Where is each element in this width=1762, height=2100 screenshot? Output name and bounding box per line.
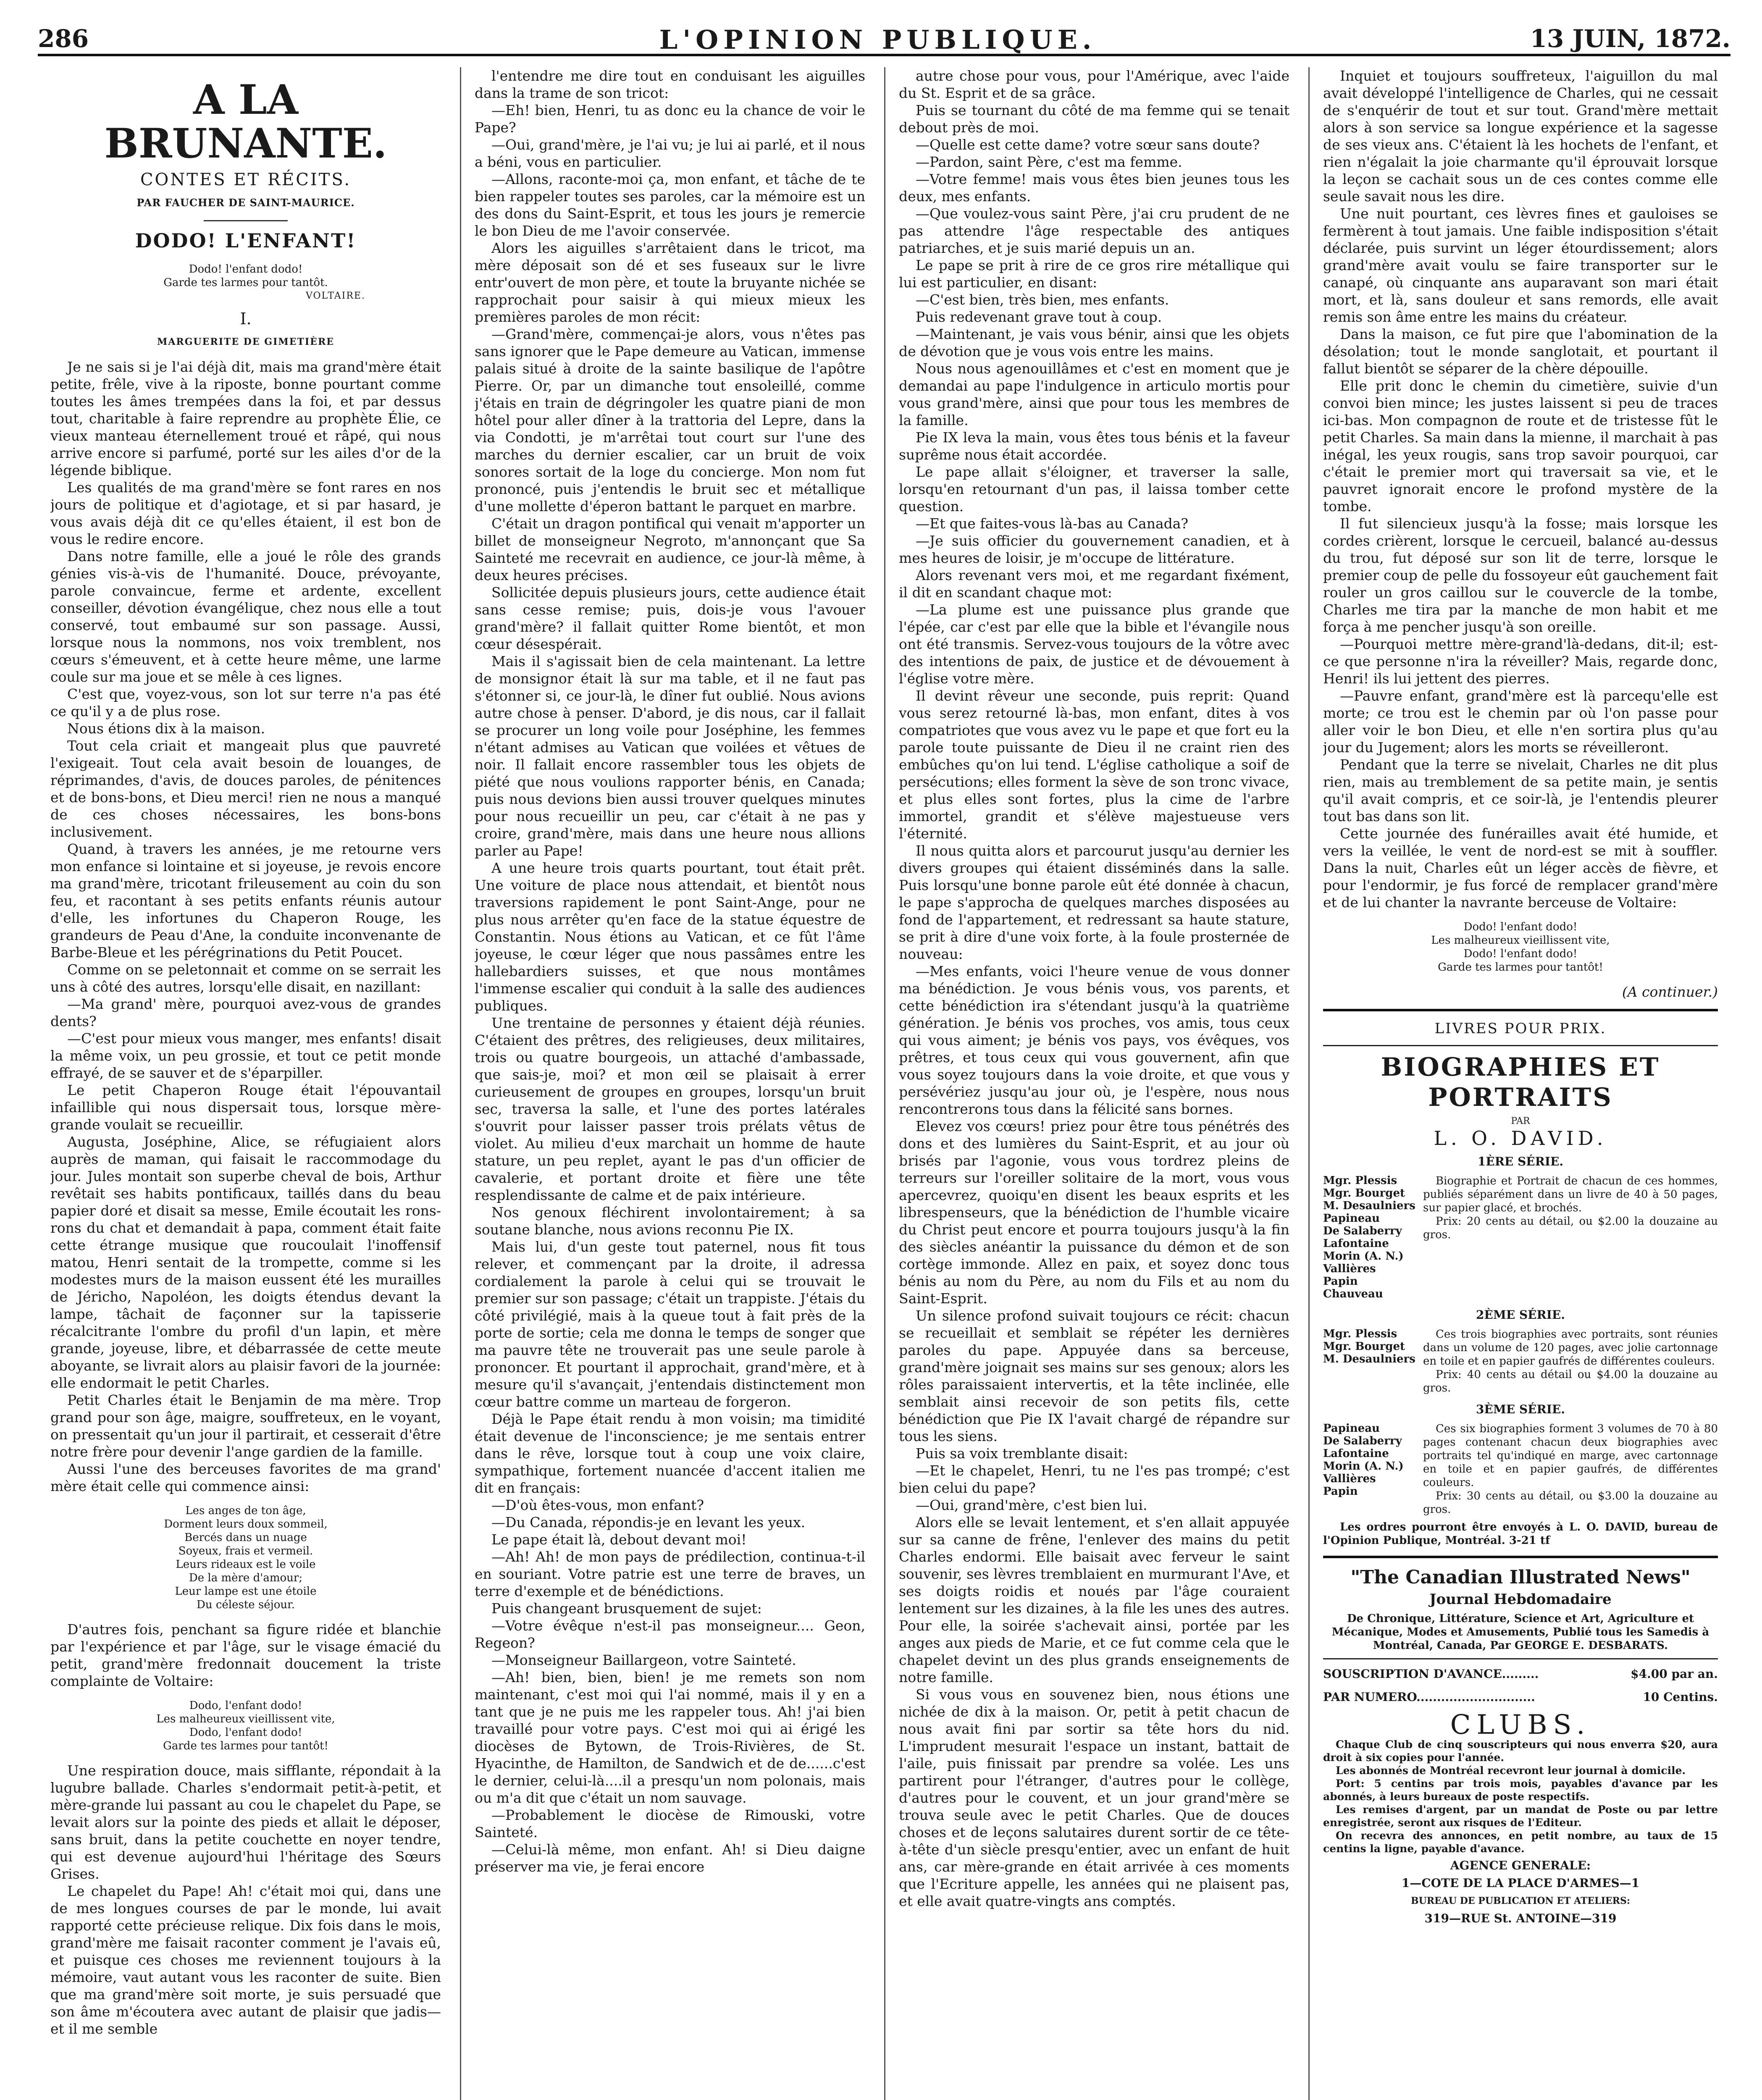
text-line: Soyeux, frais et vermeil. [178, 1545, 313, 1557]
series-2 [1323, 1328, 1718, 1395]
paragraph: A une heure trois quarts pourtant, tout était prêt. Une voiture de place nous attendait, et bientôt nous traversions rapidement le pont Saint-Ange, pour ne plus nous arrêter qu'en face de la statue équestre de Constantin. Nous étions au Vatican, et ce fût l'âme joyeuse, le cœur léger que nous passâmes entre les hallebardiers suisses, et que nous montâmes l'immense escalier qui conduit à la salle des audiences publiques. [475, 860, 865, 1014]
paragraph: Sollicitée depuis plusieurs jours, cette audience était sans cesse remise; puis, dois-je vous l'avouer grand'mère? il fallait quitter Rome bientôt, et mon cœur désespérait. [475, 584, 865, 652]
paragraph: Elle prit donc le chemin du cimetière, suivie d'un convoi bien mince; les justes laissent si peu de traces ici-bas. Mon compagnon de route et de tristesse fût le petit Charles. Sa main dans la mienne, il marchait à pas inégal, les yeux rougis, sans trop savoir pourquoi, car c'était le premier mort qui traversait sa vie, et le pauvret ignorait encore le profond mystère de la tombe. [1323, 378, 1718, 514]
body-text [1323, 67, 1718, 911]
issue-price-label: PAR NUMERO............................. [1323, 1690, 1535, 1704]
text-line: Mgr. Plessis [1323, 1328, 1397, 1340]
paragraph: D'autres fois, penchant sa figure ridée et blanchie par l'expérience et par l'âge, sur le visage émacié du petit, grand'mère fredonnait doucement la triste complainte de Voltaire: [50, 1621, 441, 1689]
paragraph: l'entendre me dire tout en conduisant les aiguilles dans la trame de son tricot: [475, 68, 865, 101]
biographies-author: L. O. DAVID. [1434, 1127, 1607, 1150]
text-line: Dodo! l'enfant dodo! [1463, 948, 1578, 960]
paragraph: C'était un dragon pontifical qui venait m'apporter un billet de monseigneur Negroto, m'annonçant que Sa Sainteté me recevrait en audience, ce jour-là même, à deux heures précises. [475, 515, 865, 583]
paragraph: Le pape allait s'éloigner, et traverser la salle, lorsqu'en retournant d'un pas, il laissa tomber cette question. [899, 464, 1289, 514]
series-desc [1423, 1174, 1718, 1300]
paragraph: —Ma grand' mère, pourquoi avez-vous de grandes dents? [50, 996, 441, 1029]
paragraph: Le chapelet du Pape! Ah! c'était moi qui, dans une de mes longues courses de par le monde, lui avait rapporté cette précieuse relique. Dix fois dans le mois, grand'mère me faisait raconter comment je l'avais eû, et puisque ces choses me reviennent toujours à la mémoire, vaut autant vous les raconter de suite. Bien que ma grand'mère soit morte, je suis persuadé que son âme m'écoutera avec autant de plaisir que jadis—et il me semble [50, 1883, 441, 2037]
text-line: Les malheureux vieillissent vite, [1431, 934, 1610, 947]
clubs-text [1323, 1738, 1718, 1855]
agency-address: 1—COTE DE LA PLACE D'ARMES—1 [1401, 1876, 1640, 1890]
text-line: Dodo, l'enfant dodo! [189, 1699, 302, 1712]
body-text [50, 358, 441, 1495]
series-price: Prix: 40 cents au détail ou $4.00 la douzaine au gros. [1423, 1368, 1718, 1394]
paragraph: —Votre évêque n'est-il pas monseigneur.... Geon, Regeon? [475, 1617, 865, 1651]
paragraph: —Oui, grand'mère, je l'ai vu; je lui ai parlé, et il nous a béni, vous en particulier. [475, 136, 865, 170]
paragraph: Puis redevenant grave tout à coup. [916, 309, 1162, 325]
paragraph: Un silence profond suivait toujours ce récit: chacun se recueillait et semblait se répéter les dernières paroles du pape. Appuyée dans sa berceuse, grand'mère joignait ses mains sur ses genoux; alors les rôles paraissaient intervertis, et la tête inclinée, elle semblait ainsi recevoir de son petits fils, cette bénédiction que Pie IX l'avait chargé de répandre sur tous les siens. [899, 1307, 1289, 1444]
paragraph: Je ne sais si je l'ai déjà dit, mais ma grand'mère était petite, frêle, vive à la riposte, bonne pourtant comme toutes les âmes trempées dans la foi, et par dessus tout, charitable à faire reprendre au prophète Élie, ce vieux manteau éternellement troué et râpé, qui nous arrive encore si parfumé, porté sur les ailes d'or de la légende biblique. [50, 359, 441, 478]
paragraph: Les abonnés de Montréal recevront leur journal à domicile. [1336, 1764, 1686, 1777]
paragraph: —Monseigneur Baillargeon, votre Sainteté. [491, 1652, 796, 1668]
section-rule [1323, 1556, 1718, 1558]
series-names [1323, 1328, 1415, 1395]
text-line: Papin [1323, 1485, 1358, 1498]
paragraph: —Ah! Ah! de mon pays de prédilection, continua-t-il en souriant. Votre patrie est une terre de braves, un terre d'exemple et de bénédictions. [475, 1549, 865, 1599]
text-line: Mgr. Plessis [1323, 1174, 1397, 1187]
series-description: Ces six biographies forment 3 volumes de 70 à 80 pages contenant chacun deux biographies avec portraits tel qu'indiqué en marge, avec cartonnage en toile et en papier gaufrés, de différentes couleurs. [1423, 1423, 1718, 1489]
paragraph: Dans notre famille, elle a joué le rôle des grands génies vis-à-vis de l'humanité. Douce, prévoyante, parole convaincue, ferme et ardente, excellent conseiller, dévotion évangélique, chez nous elle a tout conservé, tout embaumé sur son passage. Aussi, lorsque nous la nommons, nos voix tremblent, nos cœurs s'émeuvent, et à cette heure même, une larme coule sur ma joue et se mêle à ces lignes. [50, 548, 441, 685]
column-rule [460, 67, 461, 2100]
paragraph: —La plume est une puissance plus grande que l'épée, car c'est par elle que la bible et l'évangile nous ont été transmis. Servez-vous toujours de la vôtre avec des intentions de paix, de justice et de dévouement à l'église votre mère. [899, 601, 1289, 687]
cil-title: "The Canadian Illustrated News" [1350, 1567, 1691, 1588]
paragraph: —Maintenant, je vais vous bénir, ainsi que les objets de dévotion que je vous vois entre les mains. [899, 326, 1289, 360]
text-line: Lafontaine [1323, 1447, 1389, 1460]
divider [204, 220, 288, 221]
body-text [50, 1762, 441, 2037]
paragraph: Il fut silencieux jusqu'à la fosse; mais lorsque les cordes crièrent, lorsque le cercueil, balancé au-dessus du trou, fut déposé sur son lit de terre, lorsque le premier coup de pelle du fossoyeur eût gauchement fait rouler un gros caillou sur le couvercle de la tombe, Charles me tira par la manche de mon habit et me força à me pencher jusqu'à son oreille. [1323, 515, 1718, 635]
text-line: Les malheureux vieillissent vite, [156, 1713, 335, 1725]
text-line: Garde tes larmes pour tantôt! [163, 1740, 328, 1752]
epigraph-line: Dodo! l'enfant dodo! [189, 263, 303, 276]
paragraph: Nous nous agenouillâmes et c'est en moment que je demandai au pape l'indulgence in articulo mortis pour vous grand'mère, ainsi que pour tous les membres de la famille. [899, 360, 1289, 428]
text-line: Bercés dans un nuage [184, 1531, 307, 1544]
paragraph: —D'où êtes-vous, mon enfant? [491, 1497, 704, 1513]
paragraph: Alors elle se levait lentement, et s'en allait appuyée sur sa canne de frêne, l'enlever des mains du petit Charles endormi. Elle baisait avec ferveur le saint souvenir, ses lèvres tremblaient en murmurant l'Ave, et ses doigts roidis et noués par l'âge couraient lentement sur les dizaines, à la file les unes des autres. Pour elle, la soirée s'achevait ainsi, portée par les anges aux pieds de Marie, et ce fut comme cela que le chapelet devint un des plus grands enseignements de notre famille. [899, 1514, 1289, 1685]
paragraph: —Je suis officier du gouvernement canadien, et à mes heures de loisir, je m'occupe de littérature. [899, 533, 1289, 566]
paragraph: Puis changeant brusquement de sujet: [491, 1600, 762, 1617]
issue-price-row [1323, 1688, 1718, 1706]
text-line: Leurs rideaux est le voile [176, 1558, 316, 1571]
paragraph: Quand, à travers les années, je me retourne vers mon enfance si lointaine et si joyeuse, je revois encore ma grand'mère, tricotant frileusement au coin du son feu, et racontant à ses petits enfants réunis autour d'elle, les infortunes du Chaperon Rouge, les grandeurs de Peau d'Ane, la conduite inconvenante de Barbe-Bleue et les pérégrinations du Petit Poucet. [50, 841, 441, 961]
paragraph: autre chose pour vous, pour l'Amérique, avec l'aide du St. Esprit et de sa grâce. [899, 68, 1289, 101]
clubs-title: CLUBS. [1450, 1709, 1591, 1740]
continued-note: (A continuer.) [1622, 984, 1718, 1000]
verse-block [1323, 920, 1718, 974]
column-1 [50, 67, 441, 2100]
paragraph: Pie IX leva la main, vous êtes tous bénis et la faveur suprême nous était accordée. [899, 429, 1289, 463]
paragraph: Petit Charles était le Benjamin de ma mère. Trop grand pour son âge, maigre, souffreteux, en le voyant, on pressentait qu'un jour il partirait, et cesserait d'être notre frère pour devenir l'ange gardien de la famille. [50, 1392, 441, 1460]
paragraph: On recevra des annonces, en petit nombre, au taux de 15 centins la ligne, payable d'avance. [1323, 1830, 1718, 1855]
paragraph: Le pape était là, debout devant moi! [491, 1531, 747, 1548]
paragraph: —C'est pour mieux vous manger, mes enfants! disait la même voix, un peu grossie, et tout ce petit monde effrayé, de se sauver et de s'éparpiller. [50, 1030, 441, 1081]
main-subtitle: CONTES ET RÉCITS. [140, 170, 352, 189]
paragraph: —Oui, grand'mère, c'est bien lui. [916, 1497, 1148, 1513]
agency-heading: AGENCE GENERALE: [1450, 1858, 1591, 1872]
paragraph: Puis sa voix tremblante disait: [916, 1445, 1128, 1462]
text-line: Morin (A. N.) [1323, 1460, 1404, 1473]
series-3 [1323, 1422, 1718, 1516]
text-line: De Salaberry [1323, 1225, 1402, 1237]
paragraph: Nos genoux fléchirent involontairement; à sa soutane blanche, nous avions reconnu Pie IX. [475, 1204, 865, 1238]
text-line: Dorment leurs doux sommeil, [164, 1518, 328, 1530]
text-line: Dodo! l'enfant dodo! [1463, 921, 1578, 933]
text-line: M. Desaulniers [1323, 1353, 1415, 1365]
series-desc [1423, 1328, 1718, 1395]
paragraph: —Celui-là même, mon enfant. Ah! si Dieu daigne préserver ma vie, je ferai encore [475, 1841, 865, 1875]
text-line: Mgr. Bourget [1323, 1187, 1405, 1200]
text-line: Vallières [1323, 1473, 1376, 1485]
paragraph: Dans la maison, ce fut pire que l'abomination de la désolation; tout le monde sanglotait, et pourtant il fallut bientôt se séparer de la chère dépouille. [1323, 326, 1718, 377]
series-names [1323, 1422, 1415, 1516]
paragraph: Il nous quitta alors et parcourut jusqu'au dernier les divers groupes qui étaient disséminés dans la salle. Puis lorsqu'une bonne parole eût été donnée à chacun, le pape s'approcha de quelques marches disposées au fond de l'appartement, et redressant sa haute stature, se prit à dire d'une voix forte, à la foule prosternée de nouveau: [899, 843, 1289, 962]
paragraph: —Pauvre enfant, grand'mère est là parcequ'elle est morte; ce trou est le chemin par où l'on passe pour aller voir le bon Dieu, et elle n'en sortira plus qu'au jour du Jugement; alors les morts se réveilleront. [1323, 688, 1718, 756]
chapter-number: I. [240, 310, 252, 328]
author-line: PAR FAUCHER DE SAINT-MAURICE. [137, 197, 355, 209]
paragraph: —Allons, raconte-moi ça, mon enfant, et tâche de te bien rappeler toutes ses paroles, car la mémoire est un des dons du Saint-Esprit, et tous les jours je remercie le bon Dieu de me l'avoir conservée. [475, 171, 865, 239]
text-line: Du céleste séjour. [197, 1599, 295, 1611]
text-line: De Salaberry [1323, 1435, 1402, 1447]
text-line: Leur lampe est une étoile [175, 1585, 317, 1598]
paragraph: Déjà le Pape était rendu à mon voisin; ma timidité était devenue de l'inconscience; je me sentais entrer dans le rêve, lorsque tout à coup une voix claire, sympathique, fortement nuancée d'accent italien me dit en français: [475, 1411, 865, 1496]
text-line: Les anges de ton âge, [185, 1504, 306, 1517]
paragraph: Port: 5 centins par trois mois, payables d'avance par les abonnés, à leurs bureaux de poste respectifs. [1323, 1777, 1718, 1803]
column-4 [1323, 67, 1718, 2100]
paragraph: C'est que, voyez-vous, son lot sur terre n'a pas été ce qu'il y a de plus rose. [50, 686, 441, 719]
subscription-label: SOUSCRIPTION D'AVANCE......... [1323, 1667, 1539, 1681]
epigraph [50, 262, 441, 303]
series-price: Prix: 30 cents au détail, ou $3.00 la douzaine au gros. [1423, 1490, 1718, 1516]
series-names [1323, 1174, 1415, 1300]
paragraph: Le petit Chaperon Rouge était l'épouvantail infaillible qui nous dispersait tous, lorsque mère-grande voulait se recueillir. [50, 1082, 441, 1133]
cil-description: De Chronique, Littérature, Science et Art, Agriculture et Mécanique, Modes et Amusements, Publié tous les Samedis à Montréal, Canada, Par GEORGE E. DESBARATS. [1331, 1612, 1709, 1652]
paragraph: Les qualités de ma grand'mère se font rares en nos jours de politique et d'agiotage, et si par hasard, je vous avais déjà dit ce qu'elles étaient, il est bon de vous le redire encore. [50, 479, 441, 547]
column-rule [1308, 67, 1310, 2100]
issue-date: 13 JUIN, 1872. [1530, 24, 1730, 53]
paragraph: —Pourquoi mettre mère-grand'là-dedans, dit-il; est-ce que personne n'ira la réveiller? Mais, regarde donc, Henri! ils lui jettent des pierres. [1323, 636, 1718, 687]
paragraph: —Probablement le diocèse de Rimouski, votre Sainteté. [475, 1807, 865, 1840]
paragraph: Si vous vous en souvenez bien, nous étions une nichée de dix à la maison. Or, petit à petit chacun de nous avait fini par sortir sa tête hors du nid. L'imprudent mesurait l'espace un instant, battait de l'aile, puis finissait par prendre sa volée. Les uns partirent pour l'étranger, d'autres pour le collège, d'autres pour le couvent, et un jour grand'mère se trouva seule avec le petit Charles. Que de douces choses et de leçons salutaires durent sortir de ce tête-à-tête d'un siècle presqu'entier, avec un enfant de huit ans, car mère-grande en était arrivée à ces moments que l'Ecriture appelle, les années qui ne plaisent pas, et elle avait quatre-vingts ans comptés. [899, 1686, 1289, 1909]
paragraph: Comme on se peletonnait et comme on se serrait les uns à côté des autres, lorsqu'elle disait, en nazillant: [50, 961, 441, 995]
books-heading: LIVRES POUR PRIX. [1434, 1020, 1607, 1037]
biographies-title: BIOGRAPHIES ET PORTRAITS [1381, 1053, 1660, 1112]
section-rule [1323, 1045, 1718, 1046]
series-1 [1323, 1174, 1718, 1300]
paragraph: Chaque Club de cinq souscripteurs qui nous enverra $20, aura droit à six copies pour l'année. [1323, 1738, 1718, 1764]
verse-block [50, 1504, 441, 1612]
paragraph: Aussi l'une des berceuses favorites de ma grand' mère était celle qui commence ainsi: [50, 1461, 441, 1494]
paragraph: Il devint rêveur une seconde, puis reprit: Quand vous serez retourné là-bas, mon enfant, dites à vos compatriotes que vous avez vu le pape et que fort eu la parole toute puissante de Dieu il ne craint rien des embûches qu'on lui tend. L'église catholique a soif de persécutions; elles forment la sève de son tronc vivace, et plus elles sont fortes, plus la cime de l'arbre immortel, grandit et s'élève majestueuse vers l'éternité. [899, 688, 1289, 842]
series-desc [1423, 1422, 1718, 1516]
paragraph: Pendant que la terre se nivelait, Charles ne dit plus rien, mais au tremblement de sa petite main, je sentis qu'il avait compris, et ce soir-là, je l'entendis pleurer tout bas dans son lit. [1323, 756, 1718, 824]
subscription-row [1323, 1665, 1718, 1683]
subscription-value: $4.00 par an. [1631, 1667, 1718, 1681]
main-title: A LA BRUNANTE. [104, 76, 387, 167]
paragraph: Cette journée des funérailles avait été humide, et vers la veillée, le vent de nord-est se mit à souffler. Dans la nuit, Charles eût un léger accès de fièvre, et pour l'endormir, je fus forcé de remplacer grand'mère et de lui chanter la navrante berceuse de Voltaire: [1323, 825, 1718, 911]
series-title: 2ÈME SÉRIE. [1476, 1308, 1565, 1322]
series-title: 3ÈME SÉRIE. [1476, 1402, 1565, 1416]
paragraph: —Ah! bien, bien, bien! je me remets son nom maintenant, c'est moi qui l'ai nommé, mais il y en a tant que je ne puis me les rappeler tous. Ah! j'ai bien travaillé pour votre pays. C'est moi qui ai érigé les diocèses de Bytown, de Trois-Rivières, de St. Hyacinthe, de Hamilton, de Sandwich et de de......c'est le dernier, celui-là....il a presqu'un nom polonais, mais ou m'a dit que c'était un nom sauvage. [475, 1669, 865, 1806]
text-line: Dodo, l'enfant dodo! [189, 1726, 302, 1739]
section-rule [1323, 1658, 1718, 1659]
paragraph: Alors revenant vers moi, et me regardant fixément, il dit en scandant chaque mot: [899, 567, 1289, 601]
body-text [50, 1621, 441, 1690]
text-line: Garde tes larmes pour tantôt! [1438, 961, 1603, 974]
par-label: PAR [1511, 1116, 1530, 1126]
bureau-address: 319—RUE St. ANTOINE—319 [1424, 1911, 1617, 1925]
series-description: Biographie et Portrait de chacun de ces hommes, publiés séparément dans un livre de 40 à 50 pages, sur papier glacé, et brochés. [1423, 1175, 1718, 1214]
text-line: Papineau [1323, 1422, 1380, 1435]
paragraph: —Que voulez-vous saint Père, j'ai cru prudent de ne pas attendre l'âge respectable des antiques patriarches, et je suis marié depuis un an. [899, 205, 1289, 256]
text-line: Mgr. Bourget [1323, 1340, 1405, 1353]
paragraph: Une trentaine de personnes y étaient déjà réunies. C'étaient des prêtres, des religieuses, deux militaires, trois ou quatre bourgeois, un attaché d'ambassade, que sais-je, moi? et mon œil se plaisait à errer curieusement de groupes en groupes, lorsqu'un bruit sec, traversa la salle, et l'une des portes latérales s'ouvrit pour laisser passer trois prélats vêtus de violet. Au milieu d'eux marchait un homme de haute stature, un peu replet, ayant le pas d'un officier de cavalerie, et portant droite et fière une tête resplendissante de calme et de paix intérieure. [475, 1015, 865, 1203]
text-line: De la mère d'amour; [189, 1572, 303, 1584]
paragraph: —Quelle est cette dame? votre sœur sans doute? [916, 136, 1260, 153]
paragraph: Une nuit pourtant, ces lèvres fines et gauloises se fermèrent à tout jamais. Une faible indisposition s'était déclarée, puis survint un léger étourdissement; alors grand'mère avait voulu se faire transporter sur le canapé, où cinquante ans auparavant son mari était mort, et là, sans douleur et sans remords, elle avait remis son âme entre les mains du créateur. [1323, 205, 1718, 325]
text-line: Papineau [1323, 1212, 1380, 1225]
issue-price-value: 10 Centins. [1643, 1690, 1718, 1704]
text-line: Papin [1323, 1275, 1358, 1288]
bureau-heading: BUREAU DE PUBLICATION ET ATELIERS: [1411, 1895, 1630, 1906]
paragraph: Elevez vos cœurs! priez pour être tous pénétrés des dons et des lumières du Saint-Esprit, et au jour où brisés par l'agonie, vous vous tordrez pleins de terreurs sur l'oreiller solitaire de la mort, vous vous apercevrez, quoiqu'en disent les beaux esprits et les librespenseurs, que la bénédiction de l'humble vicaire du Christ peut encore et pourra toujours jusqu'à la fin des siècles anéantir la puissance du démon et de son cortège immonde. Allez en paix, et soyez donc tous bénis au nom du Père, au nom du Fils et au nom du Saint-Esprit. [899, 1118, 1289, 1307]
paragraph: Tout cela criait et mangeait plus que pauvreté l'exigeait. Tout cela avait besoin de louanges, de réprimandes, d'avis, de douces paroles, de pénitences et de bons-bons, et Dieu merci! rien ne nous a manqué de ces choses nécessaires, les bons-bons inclusivement. [50, 738, 441, 840]
cil-subtitle: Journal Hebdomadaire [1429, 1591, 1612, 1608]
paragraph: Mais lui, d'un geste tout paternel, nous fit tous relever, et commençant par la droite, il adressa cordialement la parole à celui qui se trouvait le premier sur son passage; c'était un trappiste. J'étais du côté privilégié, mais à la queue tout à fait près de la porte de sortie; cela me donna le temps de songer que ma pauvre tête ne trouverait pas une seule parole à prononcer. Et pourtant il approchait, grand'mère, et à mesure qu'il s'avançait, j'entendais distinctement mon cœur battre comme un marteau de forgeron. [475, 1239, 865, 1410]
verse-block [50, 1699, 441, 1753]
newspaper-title: L'OPINION PUBLIQUE. [659, 24, 1097, 55]
body-text [475, 67, 865, 1875]
paragraph: —Et que faites-vous là-bas au Canada? [916, 515, 1189, 532]
paragraph: Inquiet et toujours souffreteux, l'aiguillon du mal avait développé l'intelligence de Charles, qui ne cessait de s'enquérir de tout et sur tout. Grand'mère mettait alors à son service sa longue expérience et la sagesse de ses vieux ans. C'étaient là les hochets de l'enfant, et rien n'égalait la joie charmante qu'il éprouvait lorsque la leçon se cachait sous un de ces contes comme elle seule savait nous les dire. [1323, 68, 1718, 205]
column-3 [899, 67, 1289, 2100]
paragraph: Puis se tournant du côté de ma femme qui se tenait debout près de moi. [899, 102, 1289, 136]
paragraph: —Et le chapelet, Henri, tu ne l'es pas trompé; c'est bien celui du pape? [899, 1462, 1289, 1496]
epigraph-author: VOLTAIRE. [305, 291, 365, 301]
body-text [899, 67, 1289, 1910]
series-description: Ces trois biographies avec portraits, sont réunies dans un volume de 120 pages, avec jolie cartonnage en toile et en papier gaufrés de différentes couleurs. [1423, 1328, 1718, 1368]
section-rule [1323, 1009, 1718, 1011]
page-header [38, 24, 1730, 56]
paragraph: —C'est bien, très bien, mes enfants. [916, 291, 1169, 308]
text-line: Lafontaine [1323, 1237, 1389, 1250]
paragraph: Une respiration douce, mais sifflante, répondait à la lugubre ballade. Charles s'endormait petit-à-petit, et mère-grande lui passant au cou le chapelet du Pape, se levait alors sur la pointe des pieds et allait le déposer, sans bruit, dans la petite couchette en noyer tendre, qui est devenue aujourd'hui l'héritage des Sœurs Grises. [50, 1762, 441, 1882]
epigraph-line: Garde tes larmes pour tantôt. [163, 276, 328, 289]
text-line: M. Desaulniers [1323, 1200, 1415, 1212]
paragraph: —Grand'mère, commençai-je alors, vous n'êtes pas sans ignorer que le Pape demeure au Vatican, immense palais situé à droite de la sainte basilique de l'apôtre Pierre. Or, par un dimanche tout ensoleillé, comme j'étais en train de dégringoler les quatre piani de mon hôtel pour aller dîner à la trattoria del Lepre, dans la via Condotti, je m'arrêtai tout court sur l'une des marches du dernier escalier, car un bruit de voix sonores sortait de la loge du concierge. Mon nom fut prononcé, puis j'entendis le bruit sec et métallique d'une mollette d'éperon battant le parquet en marbre. [475, 326, 865, 514]
text-line: Morin (A. N.) [1323, 1250, 1404, 1263]
paragraph: Le pape se prit à rire de ce gros rire métallique qui lui est particulier, en disant: [899, 257, 1289, 291]
paragraph: Mais il s'agissait bien de cela maintenant. La lettre de monsignor était là sur ma table, et il ne faut pas s'étonner si, ce jour-là, le dîner fut oublié. Nous avions autre chose à penser. D'abord, je dis nous, car il fallait se procurer un long voile pour Joséphine, les femmes n'étant admises au Vatican que voilées et vêtues de noir. Il fallait encore rassembler tous les objets de piété que nous voulions rapporter bénis, en Canada; puis nous devions bien aussi trouver quelques minutes pour nous recueillir un peu, car c'était à ne pas y croire, grand'mère, mais dans une heure nous allions parler au Pape! [475, 653, 865, 859]
story-title: DODO! L'ENFANT! [135, 229, 357, 252]
text-line: Chauveau [1323, 1288, 1383, 1300]
page-number: 286 [38, 24, 89, 53]
paragraph: Augusta, Joséphine, Alice, se réfugiaient alors auprès de maman, qui faisait le raccommodage du jour. Jules montait son superbe cheval de bois, Arthur revêtait ses habits pontificaux, taillés dans du beau papier doré et disait sa messe, Emile écoutait les rons-rons du chat et demandait à papa, comment était faite cette étrange musique que roucoulait l'inoffensif matou, Henri sentait de la trompette, comme si les modestes murs de la maison eussent été les murailles de Jéricho, Napoléon, les doigts étendus devant la lampe, tâchait de façonner sur la tapisserie récalcitrante l'ombre du profil d'un lapin, et mère grande, joyeuse, libre, et débarrassée de cette meute aboyante, se livrait alors au plaisir favori de la journée: elle endormait le petit Charles. [50, 1134, 441, 1391]
series-price: Prix: 20 cents au détail, ou $2.00 la douzaine au gros. [1423, 1215, 1718, 1241]
column-2 [475, 67, 865, 2100]
chapter-subtitle: MARGUERITE DE GIMETIÈRE [157, 336, 334, 347]
paragraph: —Eh! bien, Henri, tu as donc eu la chance de voir le Pape? [475, 102, 865, 136]
paragraph: —Du Canada, répondis-je en levant les yeux. [491, 1514, 806, 1530]
orders-note: Les ordres pourront être envoyés à L. O. DAVID, bureau de l'Opinion Publique, Montréal. 3-21 tf [1323, 1521, 1718, 1547]
paragraph: —Votre femme! mais vous êtes bien jeunes tous les deux, mes enfants. [899, 171, 1289, 205]
paragraph: —Pardon, saint Père, c'est ma femme. [916, 154, 1182, 170]
series-title: 1ÈRE SÉRIE. [1477, 1155, 1564, 1168]
paragraph: Alors les aiguilles s'arrêtaient dans le tricot, ma mère déposait son dé et ses fuseaux sur le livre entr'ouvert de mon père, et toute la bruyante nichée se rapprochait pour saisir à qui mieux mieux les premières paroles de mon récit: [475, 240, 865, 325]
column-rule [884, 67, 885, 2100]
paragraph: Les remises d'argent, par un mandat de Poste ou par lettre enregistrée, seront aux risques de l'Editeur. [1323, 1803, 1718, 1829]
paragraph: —Mes enfants, voici l'heure venue de vous donner ma bénédiction. Je vous bénis vous, vos parents, et cette bénédiction ira s'étendant jusqu'à la quatrième génération. Je bénis vos proches, vos amis, tous ceux qui vous aiment; je bénis vos pays, vos évêques, vos prêtres, et tous ceux qui vous gouvernent, afin que vous soyez toujours dans la voie droite, et que vous y persévériez jusqu'au jour où, je l'espère, nous nous rencontrerons tous dans la félicité sans bornes. [899, 963, 1289, 1117]
text-line: Vallières [1323, 1263, 1376, 1275]
paragraph: Nous étions dix à la maison. [67, 720, 265, 737]
